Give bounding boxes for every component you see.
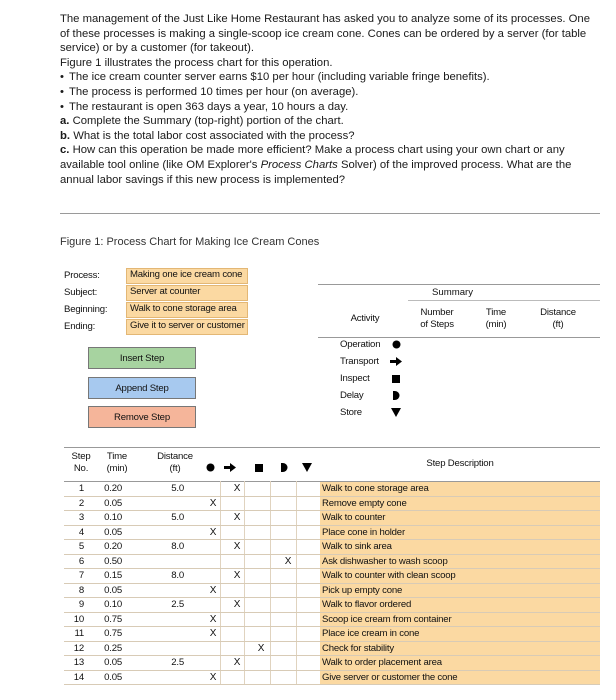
figure-reference: Figure 1 illustrates the process chart for this operation. (60, 56, 333, 69)
table-row[interactable] (64, 540, 600, 555)
delay-icon (281, 459, 288, 477)
activity-mark[interactable]: X (209, 628, 217, 639)
table-row[interactable] (64, 627, 600, 642)
table-row[interactable] (64, 642, 600, 657)
process-field[interactable]: Making one ice cream cone (126, 268, 248, 284)
step-description[interactable]: Walk to order placement area (322, 657, 442, 668)
question-a-label: a. (60, 115, 70, 128)
legend-operation-label: Operation (340, 339, 381, 350)
step-description[interactable]: Walk to cone storage area (322, 483, 429, 494)
activity-mark[interactable]: X (233, 570, 241, 581)
summary-distance: Distance (ft) (540, 307, 576, 330)
activity-mark[interactable]: X (284, 555, 292, 567)
legend-store (340, 407, 362, 418)
intro-paragraph: The management of the Just Like Home Restaurant has asked you to analyze some of its processes. One of these processes is making a single-scoop ice cream cone. Cones can be ordered by a server (for table service) or by a customer (for takeout). (60, 13, 590, 55)
step-description[interactable]: Scoop ice cream from container (322, 613, 452, 625)
step-distance: 5.0 (171, 512, 184, 523)
subject-field[interactable]: Server at counter (126, 285, 248, 301)
insert-step-button[interactable]: Insert Step (88, 347, 196, 369)
table-row[interactable] (64, 526, 600, 541)
step-distance: 8.0 (171, 541, 184, 552)
question-b-text: What is the total labor cost associated with the process? (73, 129, 355, 142)
step-time: 0.75 (104, 628, 122, 639)
step-time: 0.05 (104, 497, 122, 509)
summary-time: Time (min) (485, 307, 507, 330)
step-description[interactable]: Pick up empty cone (322, 584, 403, 596)
question-b-label: b. (60, 129, 71, 142)
step-time: 0.05 (104, 657, 122, 668)
summary-title: Summary (432, 287, 474, 298)
remove-step-button[interactable]: Remove Step (88, 406, 196, 428)
table-row[interactable] (64, 511, 600, 526)
step-distance: 2.5 (171, 657, 184, 668)
step-time: 0.10 (104, 512, 122, 523)
step-time: 0.50 (104, 555, 122, 567)
step-number: 14 (73, 671, 84, 683)
table-row[interactable] (64, 555, 600, 570)
activity-mark[interactable]: X (233, 599, 241, 610)
activity-mark[interactable]: X (209, 584, 217, 596)
question-c-text-1: How can this operation be made more efficient? Make a process chart using your own chart or any available tool online (like OM Explorer's (60, 144, 565, 171)
arrow-right-icon (390, 357, 402, 366)
step-description[interactable]: Place ice cream in cone (322, 628, 420, 639)
step-time: 0.15 (104, 570, 122, 581)
legend-inspect (340, 373, 370, 384)
bullet-frequency: • The process is performed 10 times per hour (on average). (60, 85, 600, 100)
legend-delay-label: Delay (340, 390, 364, 401)
step-number: 5 (78, 541, 84, 552)
process-label: Process: (64, 270, 100, 281)
beginning-label: Beginning: (64, 304, 108, 315)
step-description[interactable]: Place cone in holder (322, 526, 405, 538)
ending-label: Ending: (64, 321, 96, 332)
table-row[interactable] (64, 584, 600, 599)
activity-mark[interactable]: X (233, 512, 241, 523)
activity-mark[interactable]: X (209, 671, 217, 683)
append-step-button[interactable]: Append Step (88, 377, 196, 399)
square-icon (390, 375, 402, 383)
step-description[interactable]: Give server or customer the cone (322, 671, 458, 683)
legend-inspect-label: Inspect (340, 373, 370, 384)
table-row[interactable] (64, 482, 600, 497)
step-number: 13 (73, 657, 84, 668)
question-c-italic: Process Charts (260, 158, 338, 171)
step-number: 9 (78, 599, 84, 610)
step-distance: 5.0 (171, 483, 184, 494)
step-no-header: Step No. (71, 451, 91, 474)
step-time: 0.10 (104, 599, 122, 610)
summary-number-of-steps: Number of Steps (420, 307, 454, 330)
legend-transport (340, 356, 379, 367)
activity-mark[interactable]: X (233, 483, 241, 494)
step-number: 7 (78, 570, 84, 581)
activity-mark[interactable]: X (209, 526, 217, 538)
time-header: Time (min) (106, 451, 128, 474)
table-row[interactable] (64, 613, 600, 628)
table-row[interactable] (64, 598, 600, 613)
triangle-down-icon (302, 459, 312, 477)
question-c (60, 143, 600, 187)
figure-title: Figure 1: Process Chart for Making Ice Cream Cones (60, 236, 320, 248)
circle-icon (390, 340, 402, 349)
activity-mark[interactable]: X (257, 642, 265, 654)
question-a-text: Complete the Summary (top-right) portion of the chart. (72, 115, 344, 128)
distance-header: Distance (ft) (157, 451, 193, 474)
step-description[interactable]: Walk to flavor ordered (322, 599, 412, 610)
step-number: 2 (78, 497, 84, 509)
step-number: 10 (73, 613, 84, 625)
step-number: 6 (78, 555, 84, 567)
step-number: 11 (74, 628, 84, 639)
step-description[interactable]: Remove empty cone (322, 497, 407, 509)
arrow-right-icon (224, 459, 236, 477)
step-distance: 2.5 (171, 599, 184, 610)
table-row[interactable] (64, 656, 600, 671)
step-number: 8 (78, 584, 84, 596)
bullet-wage: • The ice cream counter server earns $10 per hour (including variable fringe benefits). (60, 70, 600, 85)
legend-transport-label: Transport (340, 356, 379, 367)
divider (60, 213, 600, 214)
activity-mark[interactable]: X (233, 541, 241, 552)
table-top-border (64, 447, 600, 448)
activity-mark[interactable]: X (209, 497, 217, 509)
ending-field[interactable]: Give it to server or customer (126, 319, 248, 335)
question-a (60, 114, 600, 129)
step-description[interactable]: Check for stability (322, 642, 394, 654)
table-row[interactable] (64, 569, 600, 584)
step-description[interactable]: Walk to sink area (322, 541, 392, 552)
legend-store-label: Store (340, 407, 362, 418)
question-c-label: c. (60, 144, 70, 157)
step-time: 0.25 (104, 642, 122, 654)
delay-icon (390, 391, 402, 400)
step-number: 12 (73, 642, 84, 654)
activity-mark[interactable]: X (233, 657, 241, 668)
question-b (60, 129, 600, 144)
bullet-hours: • The restaurant is open 363 days a year, 10 hours a day. (60, 100, 600, 115)
step-time: 0.05 (104, 526, 122, 538)
subject-label: Subject: (64, 287, 98, 298)
problem-statement (60, 12, 600, 187)
beginning-field[interactable]: Walk to cone storage area (126, 302, 248, 318)
step-description[interactable]: Walk to counter with clean scoop (322, 570, 456, 581)
table-row[interactable] (64, 671, 600, 686)
step-number: 4 (78, 526, 84, 538)
step-time: 0.05 (104, 584, 122, 596)
legend-operation (340, 339, 380, 350)
step-time: 0.75 (104, 613, 122, 625)
activity-mark[interactable]: X (209, 613, 217, 625)
step-number: 3 (78, 512, 84, 523)
table-row[interactable] (64, 497, 600, 512)
step-distance: 8.0 (171, 570, 184, 581)
circle-icon (206, 459, 215, 477)
triangle-down-icon (390, 408, 402, 417)
square-icon (255, 459, 263, 477)
summary-divider (408, 300, 600, 301)
step-description[interactable]: Ask dishwasher to wash scoop (322, 555, 448, 567)
step-time: 0.20 (104, 541, 122, 552)
step-description[interactable]: Walk to counter (322, 512, 386, 523)
summary-activity: Activity (350, 313, 380, 324)
step-time: 0.05 (104, 671, 122, 683)
step-number: 1 (78, 483, 84, 494)
question-c-text-2: Solver) of the improved process. What are the annual labor savings if this new process is implemented? (60, 158, 572, 186)
step-description-header: Step Description (426, 458, 494, 469)
step-time: 0.20 (104, 483, 122, 494)
legend-delay (340, 390, 364, 401)
